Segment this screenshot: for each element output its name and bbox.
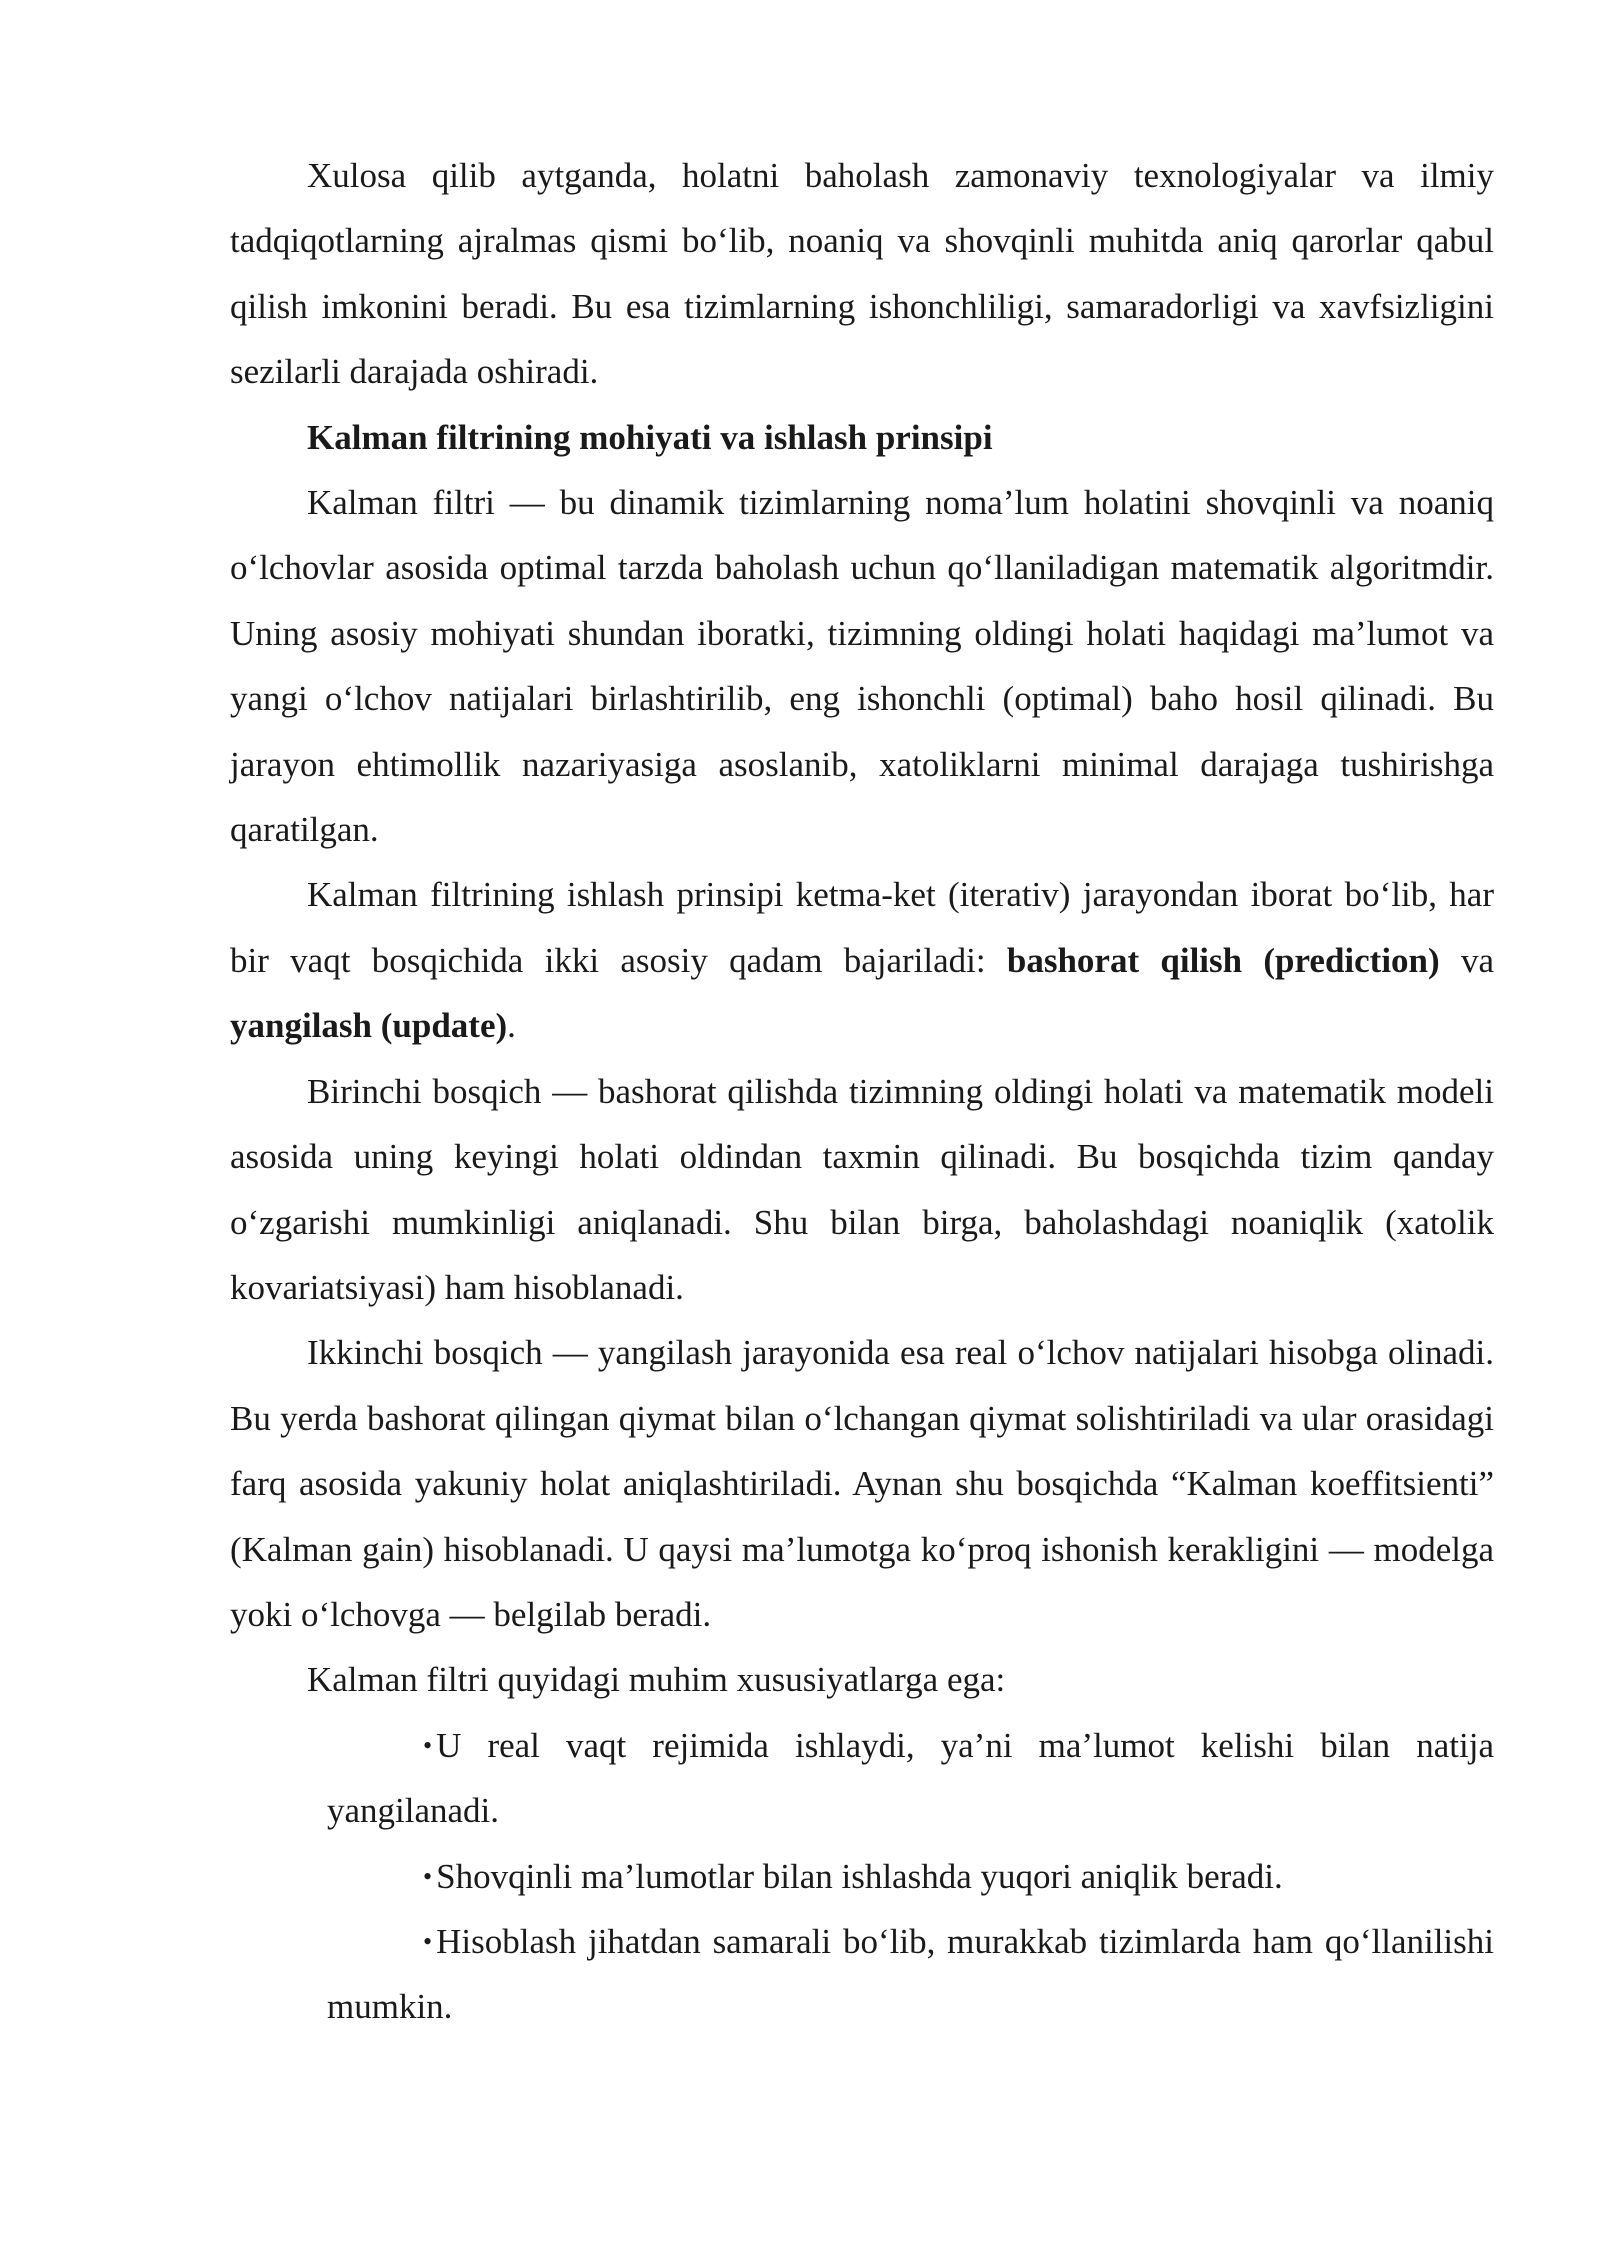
bullet-item <box>230 1844 1494 1909</box>
principle-text-1: Kalman filtrining ishlash prinsipi ketma-ket (iterativ) jarayondan iborat bo‘lib, har bir vaqt bosqichida ikki asosiy qadam bajariladi: <box>230 875 1494 980</box>
section-heading: Kalman filtrining mohiyati va ishlash prinsipi <box>307 417 993 457</box>
paragraph-properties-intro: Kalman filtri quyidagi muhim xususiyatlarga ega: <box>307 1660 1006 1700</box>
bullet-text: U real vaqt rejimida ishlaydi, ya’ni ma’lumot kelishi bilan natija yangilanadi. <box>327 1725 1494 1831</box>
bullet-text: Shovqinli ma’lumotlar bilan ishlashda yuqori aniqlik beradi. <box>436 1856 1283 1896</box>
bullet-marker: • <box>423 1730 433 1760</box>
principle-bold-prediction: bashorat qilish (prediction) <box>1006 940 1440 980</box>
bullet-marker: • <box>423 1926 433 1956</box>
paragraph-conclusion: Xulosa qilib aytganda, holatni baholash zamonaviy texnologiyalar va ilmiy tadqiqotlarning ajralmas qismi bo‘lib, noaniq va shovqinli muhitda aniq qarorlar qabul qilish imkonini beradi. Bu esa tizimlarning ishonchliligi, samaradorligi va xavfsizligini sezilarli darajada oshiradi. <box>230 156 1494 392</box>
bullet-item <box>230 1909 1494 2040</box>
bullet-item <box>230 1713 1494 1844</box>
paragraph-kalman-definition: Kalman filtri — bu dinamik tizimlarning noma’lum holatini shovqinli va noaniq o‘lchovlar asosida optimal tarzda baholash uchun qo‘llaniladigan matematik algoritmdir. Uning asosiy mohiyati shundan iboratki, tizimning oldingi holati haqidagi ma’lumot va yangi o‘lchov natijalari birlashtirilib, eng ishonchli (optimal) baho hosil qilinadi. Bu jarayon ehtimollik nazariyasiga asoslanib, xatoliklarni minimal darajaga tushirishga qaratilgan. <box>230 483 1494 850</box>
bullet-marker: • <box>423 1861 433 1891</box>
principle-text-2: va <box>1439 940 1494 980</box>
paragraph-first-stage: Birinchi bosqich — bashorat qilishda tizimning oldingi holati va matematik modeli asosida uning keyingi holati oldindan taxmin qilinadi. Bu bosqichda tizim qanday o‘zgarishi mumkinligi aniqlanadi. Shu bilan birga, baholashdagi noaniqlik (xatolik kovariatsiyasi) ham hisoblanadi. <box>230 1071 1494 1307</box>
paragraph-working-principle <box>230 862 1494 1058</box>
document-body <box>230 143 1494 2040</box>
paragraph-second-stage: Ikkinchi bosqich — yangilash jarayonida esa real o‘lchov natijalari hisobga olinadi. Bu yerda bashorat qilingan qiymat bilan o‘lchangan qiymat solishtiriladi va ular orasidagi farq asosida yakuniy holat aniqlashtiriladi. Aynan shu bosqichda “Kalman koeffitsienti” (Kalman gain) hisoblanadi. U qaysi ma’lumotga ko‘proq ishonish kerakligini — modelga yoki o‘lchovga — belgilab beradi. <box>230 1333 1494 1634</box>
principle-text-3: . <box>507 1006 516 1046</box>
bullet-text: Hisoblash jihatdan samarali bo‘lib, murakkab tizimlarda ham qo‘llanilishi mumkin. <box>327 1921 1494 2027</box>
principle-bold-update: yangilash (update) <box>230 1006 508 1046</box>
